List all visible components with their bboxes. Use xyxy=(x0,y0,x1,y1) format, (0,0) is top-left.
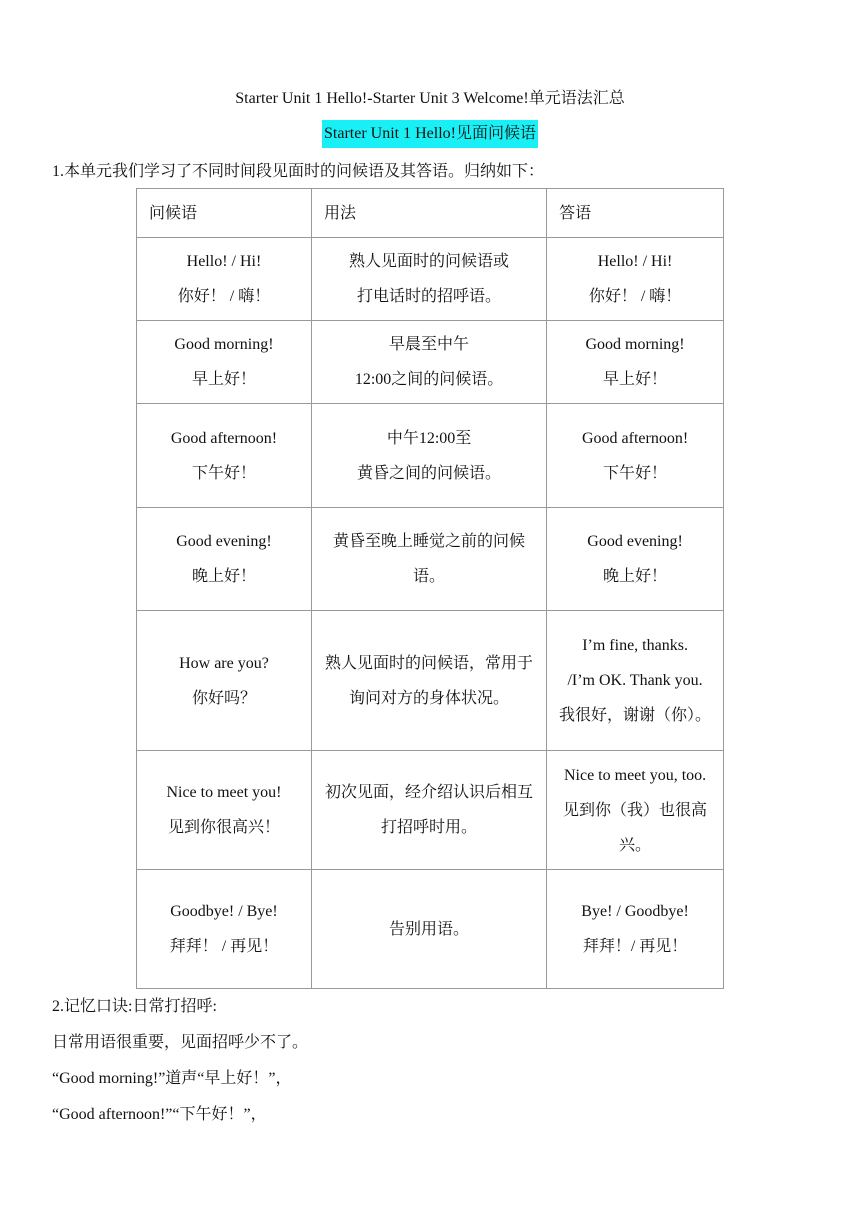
cell-reply xyxy=(547,870,724,989)
table-header-row xyxy=(137,189,724,238)
table-row xyxy=(137,404,724,508)
cell-usage-line: 熟人见面时的问候语或 xyxy=(349,253,510,270)
greetings-table-body xyxy=(137,189,724,989)
cell-greeting-line: 见到你很高兴！ xyxy=(167,819,280,836)
table-row xyxy=(137,321,724,404)
mnemonic-line: 日常用语很重要，见面招呼少不了。 xyxy=(52,1034,309,1051)
cell-reply xyxy=(547,238,724,321)
header-usage: 用法 xyxy=(311,189,546,238)
cell-greeting xyxy=(137,751,312,870)
cell-usage-line: 早晨至中午 xyxy=(389,336,470,353)
page-title: Starter Unit 1 Hello!-Starter Unit 3 Welcome!单元语法汇总 xyxy=(235,90,625,107)
cell-greeting-line: 拜拜！ / 再见！ xyxy=(169,938,279,955)
cell-greeting xyxy=(137,870,312,989)
cell-reply xyxy=(547,321,724,404)
cell-greeting-line: Nice to meet you! xyxy=(166,784,282,801)
cell-usage-line: 黄昏至晚上睡觉之前的问候 xyxy=(333,533,526,550)
cell-reply-line: Bye! / Goodbye! xyxy=(581,903,689,920)
cell-reply-line: 见到你（我）也很高 xyxy=(563,801,708,819)
cell-reply-line: 拜拜！/ 再见！ xyxy=(582,938,688,955)
cell-usage-line: 打电话时的招呼语。 xyxy=(357,288,502,305)
cell-greeting-line: Good morning! xyxy=(174,336,274,353)
cell-usage-line: 中午12:00至 xyxy=(386,429,472,447)
cell-reply-line: Good morning! xyxy=(585,336,685,353)
cell-usage xyxy=(311,870,546,989)
cell-greeting-line: Good evening! xyxy=(176,533,272,550)
cell-reply-line: Nice to meet you, too. xyxy=(563,766,707,784)
cell-greeting-line: Goodbye! / Bye! xyxy=(170,903,278,920)
cell-greeting-line: 早上好！ xyxy=(191,371,256,388)
cell-usage xyxy=(311,321,546,404)
cell-greeting xyxy=(137,611,312,751)
cell-usage xyxy=(311,238,546,321)
header-reply: 答语 xyxy=(547,189,724,238)
cell-usage-line: 打招呼时用。 xyxy=(381,819,478,836)
cell-reply-line: Good afternoon! xyxy=(581,429,689,447)
cell-reply-line: /I’m OK. Thank you. xyxy=(567,672,703,689)
cell-reply-line: I’m fine, thanks. xyxy=(582,637,688,654)
cell-reply-line: 下午好！ xyxy=(603,464,668,482)
cell-greeting-line: Good afternoon! xyxy=(170,429,278,447)
section-subtitle-highlight: Starter Unit 1 Hello!见面问候语 xyxy=(322,120,538,148)
cell-usage xyxy=(311,404,546,508)
cell-greeting xyxy=(137,404,312,508)
cell-greeting-line: 下午好！ xyxy=(191,464,256,482)
cell-usage xyxy=(311,751,546,870)
cell-usage xyxy=(311,508,546,611)
subtitle-row xyxy=(0,120,860,148)
cell-greeting-line: 晚上好！ xyxy=(191,568,256,585)
table-row xyxy=(137,751,724,870)
mnemonic-line: “Good morning!”道声“早上好！”， xyxy=(52,1070,292,1087)
cell-greeting xyxy=(137,508,312,611)
intro-paragraph: 1.本单元我们学习了不同时间段见面时的问候语及其答语。归纳如下： xyxy=(52,163,545,180)
cell-usage-line: 熟人见面时的问候语，常用于 xyxy=(325,654,534,672)
cell-usage-line: 告别用语。 xyxy=(389,920,470,938)
table-row xyxy=(137,870,724,989)
greetings-table xyxy=(136,188,724,989)
cell-usage-line: 初次见面，经介绍认识后相互 xyxy=(325,784,534,801)
cell-greeting-line: 你好！ / 嗨！ xyxy=(177,288,271,305)
cell-usage-line: 询问对方的身体状况。 xyxy=(349,689,510,707)
table-row xyxy=(137,611,724,751)
mnemonic-heading: 2.记忆口诀:日常打招呼: xyxy=(52,998,217,1015)
mnemonic-line: “Good afternoon!”“下午好！”， xyxy=(52,1106,267,1123)
cell-reply-line: Hello! / Hi! xyxy=(597,253,673,270)
cell-greeting-line: 你好吗？ xyxy=(191,689,256,707)
cell-reply xyxy=(547,611,724,751)
cell-reply-line: 早上好！ xyxy=(603,371,668,388)
table-row xyxy=(137,508,724,611)
cell-greeting-line: How are you? xyxy=(179,654,269,672)
cell-reply xyxy=(547,508,724,611)
cell-greeting-line: Hello! / Hi! xyxy=(186,253,262,270)
cell-reply xyxy=(547,404,724,508)
header-greeting: 问候语 xyxy=(137,189,312,238)
cell-usage-line: 黄昏之间的问候语。 xyxy=(357,464,502,482)
cell-reply-line: 你好！ / 嗨！ xyxy=(588,288,682,305)
cell-reply-line: 晚上好！ xyxy=(603,568,668,585)
cell-usage xyxy=(311,611,546,751)
cell-usage-line: 语。 xyxy=(413,568,446,585)
cell-reply-line: Good evening! xyxy=(587,533,683,550)
cell-reply xyxy=(547,751,724,870)
cell-greeting xyxy=(137,321,312,404)
cell-reply-line: 兴。 xyxy=(619,836,652,854)
table-row xyxy=(137,238,724,321)
cell-greeting xyxy=(137,238,312,321)
cell-usage-line: 12:00之间的问候语。 xyxy=(354,371,504,388)
cell-reply-line: 我很好，谢谢（你）。 xyxy=(559,707,712,724)
